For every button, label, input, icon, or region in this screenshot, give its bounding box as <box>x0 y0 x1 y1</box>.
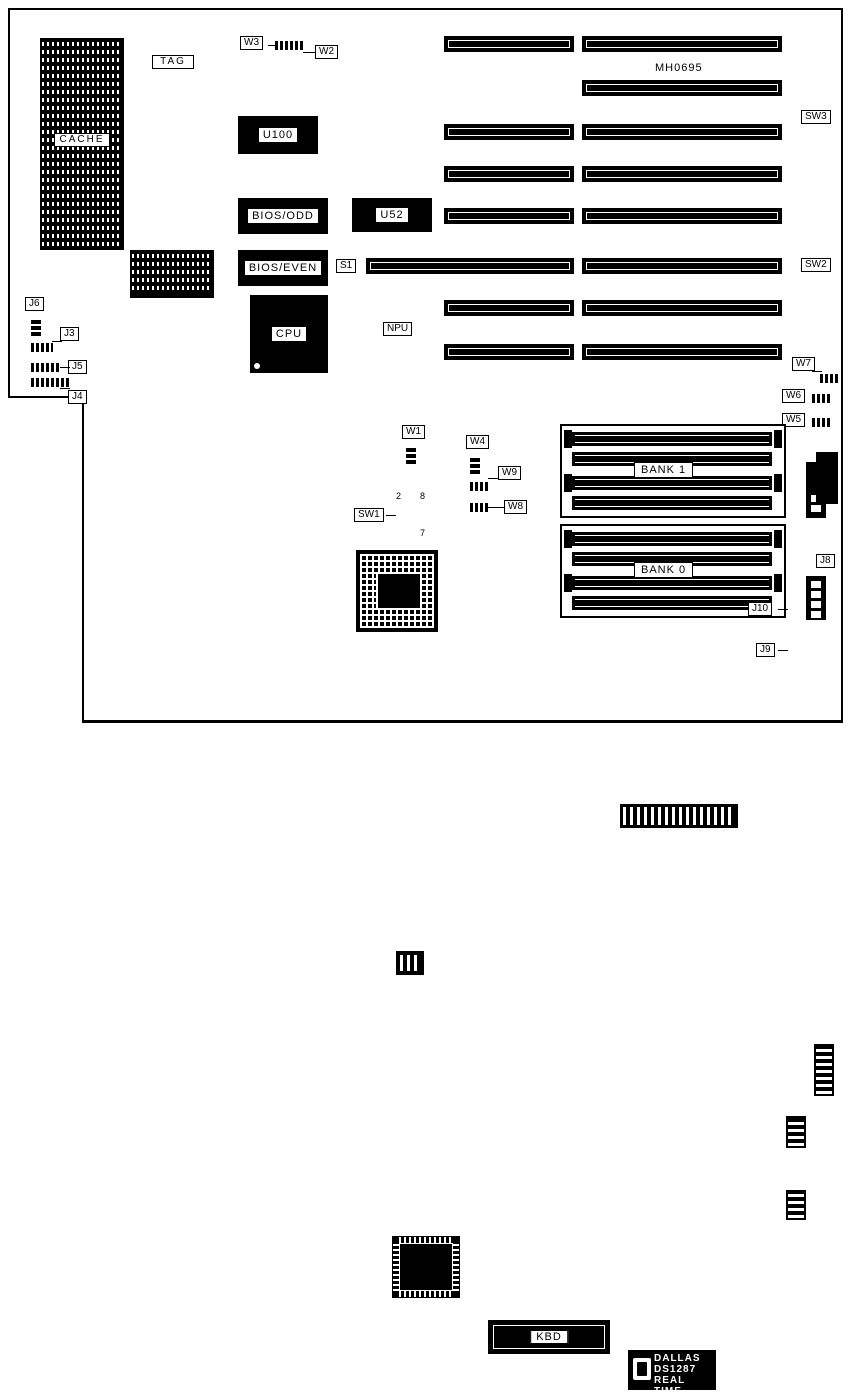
sw1-pin-7-label: 7 <box>420 528 426 538</box>
chip-bios-odd <box>238 198 328 234</box>
jumper-w5-label: W5 <box>782 413 805 427</box>
dallas-logo-icon <box>633 1358 651 1380</box>
chip-bios-odd-label: BIOS/ODD <box>247 208 319 224</box>
switch-sw1-block <box>396 951 424 975</box>
connector-j8-label: J8 <box>816 554 835 568</box>
board-code: MH0695 <box>655 62 703 74</box>
jumper-w2-wire <box>303 52 315 53</box>
chip-cpu-label: CPU <box>271 326 307 342</box>
bank0-clip-right-1 <box>774 530 782 548</box>
board-notch-edge-v <box>82 398 84 722</box>
bank1-clip-right-1 <box>774 430 782 448</box>
power-connector <box>816 452 838 504</box>
jumper-w4-label: W4 <box>466 435 489 449</box>
jumper-w5-pins <box>812 418 830 427</box>
chip-bios-even-label: BIOS/EVEN <box>244 260 322 276</box>
bank0-simm-4 <box>572 596 772 610</box>
chip-bios-even <box>238 250 328 286</box>
switch-sw2-block <box>806 576 826 620</box>
bank0-simm-1 <box>572 532 772 546</box>
slot-6 <box>444 166 574 182</box>
jumper-w7-wire <box>812 371 822 372</box>
slot-10 <box>366 258 574 274</box>
connector-j9-wire <box>778 650 788 651</box>
connector-j10-pins <box>786 1116 806 1148</box>
bank0-clip-left-2 <box>564 574 572 592</box>
tag-label: TAG <box>152 55 194 69</box>
jumper-w3-wire <box>268 45 276 46</box>
switch-sw3-label: SW3 <box>801 110 831 124</box>
memory-bank-1-label: BANK 1 <box>634 462 693 478</box>
bank0-simm-3 <box>572 576 772 590</box>
connector-j10-label: J10 <box>748 602 772 616</box>
bank0-clip-right-2 <box>774 574 782 592</box>
jumper-w7-pins <box>820 374 838 383</box>
chip-u100 <box>238 116 318 154</box>
jumper-j4-label: J4 <box>68 390 87 404</box>
slot-1 <box>444 36 574 52</box>
bank1-simm-3 <box>572 476 772 490</box>
power-connector-stub <box>806 462 818 494</box>
slot-5 <box>582 124 782 140</box>
connector-j9-label: J9 <box>756 643 775 657</box>
rtc-dallas <box>628 1350 716 1397</box>
connector-j9-pins <box>786 1190 806 1220</box>
slot-9 <box>582 208 782 224</box>
tag-array <box>130 250 214 298</box>
chipset-qfp <box>392 1236 460 1298</box>
slot-14 <box>444 344 574 360</box>
npu-label: NPU <box>383 322 412 336</box>
keyboard-connector <box>488 1320 610 1354</box>
jumper-w8-wire <box>488 507 504 508</box>
jumper-w6-label: W6 <box>782 389 805 403</box>
jumper-w1-label: W1 <box>402 425 425 439</box>
jumper-j5-pins <box>31 363 61 372</box>
cache-label: CACHE <box>54 133 110 147</box>
board-notch-edge-h <box>82 720 843 722</box>
bank1-simm-4 <box>572 496 772 510</box>
jumper-w6-pins <box>812 394 830 403</box>
jumper-j3-wire <box>52 341 62 342</box>
memory-bank-0-label: BANK 0 <box>634 562 693 578</box>
front-panel-header <box>620 804 738 828</box>
slot-15 <box>582 344 782 360</box>
jumper-j4-pins <box>31 378 69 387</box>
jumper-w3-pins <box>275 41 305 50</box>
keyboard-connector-label: KBD <box>530 1330 568 1344</box>
slot-2 <box>582 36 782 52</box>
jumper-w3-label: W3 <box>240 36 263 50</box>
jumper-s1-label: S1 <box>336 259 356 273</box>
jumper-w9-pins <box>470 482 488 491</box>
bank1-simm-1 <box>572 432 772 446</box>
chip-u52-label: U52 <box>375 207 408 223</box>
cpu-pin1-marker <box>254 363 260 369</box>
slot-8 <box>444 208 574 224</box>
rtc-line3: REAL TIME <box>654 1375 686 1397</box>
slot-7 <box>582 166 782 182</box>
jumper-j5-label: J5 <box>68 360 87 374</box>
connector-j8-pins <box>814 1044 834 1096</box>
jumper-w9-wire <box>488 478 498 479</box>
jumper-w9-label: W9 <box>498 466 521 480</box>
rtc-line2: DS1287 <box>654 1364 697 1375</box>
board-notch-fill <box>0 398 82 730</box>
sw1-pin-8-label: 8 <box>420 491 426 501</box>
bank1-clip-left-1 <box>564 430 572 448</box>
npu-socket <box>356 550 438 632</box>
slot-4 <box>444 124 574 140</box>
rtc-line1: DALLAS <box>654 1353 701 1364</box>
jumper-j3-label: J3 <box>60 327 79 341</box>
slot-3 <box>582 80 782 96</box>
connector-j10-wire <box>778 609 788 610</box>
bank1-clip-left-2 <box>564 474 572 492</box>
jumper-j3-pins <box>31 343 53 352</box>
switch-sw1-wire <box>386 515 396 516</box>
jumper-w4-pins <box>470 456 480 474</box>
slot-11 <box>582 258 782 274</box>
jumper-j5-wire <box>60 367 70 368</box>
jumper-w8-label: W8 <box>504 500 527 514</box>
bank1-clip-right-2 <box>774 474 782 492</box>
jumper-w8-pins <box>470 503 488 512</box>
slot-12 <box>444 300 574 316</box>
bank0-clip-left-1 <box>564 530 572 548</box>
memory-bank-1 <box>560 424 786 518</box>
switch-sw1-label: SW1 <box>354 508 384 522</box>
jumper-w2-label: W2 <box>315 45 338 59</box>
jumper-w7-label: W7 <box>792 357 815 371</box>
chip-u52 <box>352 198 432 232</box>
sw1-pin-2-label: 2 <box>396 491 402 501</box>
chip-cpu <box>250 295 328 373</box>
jumper-j6-pins <box>31 318 41 336</box>
chip-u100-label: U100 <box>258 127 298 143</box>
jumper-j4-wire <box>60 388 70 389</box>
slot-13 <box>582 300 782 316</box>
jumper-w1-pins <box>406 446 416 464</box>
switch-sw2-label: SW2 <box>801 258 831 272</box>
jumper-j6-label: J6 <box>25 297 44 311</box>
